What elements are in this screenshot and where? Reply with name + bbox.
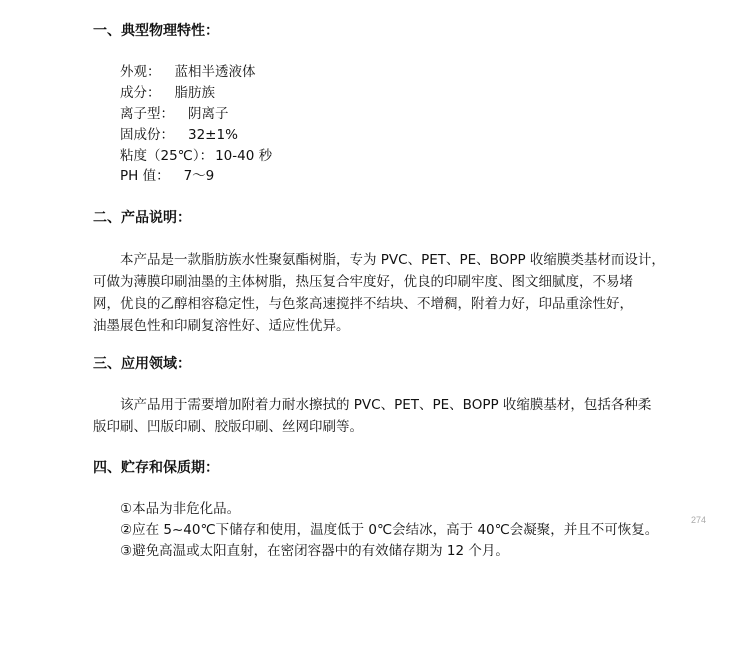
- property-value: 10-40 秒: [215, 148, 273, 164]
- description-paragraph: [93, 249, 665, 337]
- property-value: 7～9: [183, 168, 215, 184]
- section-heading-applications: 三、应用领域：: [93, 356, 191, 372]
- storage-item-1: ①本品为非危化品。: [120, 501, 241, 517]
- section-heading-storage: 四、贮存和保质期：: [93, 460, 219, 476]
- applications-line: 该产品用于需要增加附着力耐水擦拭的 PVC、PET、PE、BOPP 收缩膜基材，包括各种柔: [120, 397, 652, 413]
- description-line: 可做为薄膜印刷油墨的主体树脂，热压复合牢度好，优良的印刷牢度、图文细腻度，不易堵: [93, 274, 633, 290]
- property-viscosity: [120, 147, 272, 165]
- property-label: 固成份：: [120, 127, 174, 143]
- property-value: 阴离子: [188, 106, 229, 122]
- applications-paragraph: [93, 394, 653, 438]
- property-label: 离子型：: [120, 106, 174, 122]
- description-line: 本产品是一款脂肪族水性聚氨酯树脂，专为 PVC、PET、PE、BOPP 收缩膜类基材而设计，: [120, 252, 665, 268]
- description-line: 油墨展色性和印刷复溶性好、适应性优异。: [93, 318, 350, 334]
- property-appearance: [120, 63, 256, 81]
- section-heading-description: 二、产品说明：: [93, 210, 191, 226]
- property-label: 粘度（25℃）：: [120, 148, 214, 164]
- property-value: 脂肪族: [174, 85, 215, 101]
- applications-line: 版印刷、凹版印刷、胶版印刷、丝网印刷等。: [93, 419, 363, 435]
- property-label: 成分：: [120, 85, 161, 101]
- property-solid-content: [120, 126, 238, 144]
- property-value: 蓝相半透液体: [174, 64, 256, 80]
- property-label: PH 值：: [120, 168, 170, 184]
- property-composition: [120, 84, 215, 102]
- property-ion-type: [120, 105, 229, 123]
- property-ph: [120, 167, 214, 185]
- property-value: 32±1%: [188, 127, 238, 143]
- section-heading-properties: 一、典型物理特性：: [93, 23, 219, 39]
- page-number: 274: [691, 515, 707, 525]
- description-line: 网，优良的乙醇相容稳定性，与色浆高速搅拌不结块、不增稠，附着力好，印品重涂性好，: [93, 296, 633, 312]
- storage-item-2: ②应在 5~40℃下储存和使用，温度低于 0℃会结冰，高于 40℃会凝聚，并且不可恢复。: [120, 522, 659, 538]
- storage-item-3: ③避免高温或太阳直射，在密闭容器中的有效储存期为 12 个月。: [120, 543, 509, 559]
- property-label: 外观：: [120, 64, 161, 80]
